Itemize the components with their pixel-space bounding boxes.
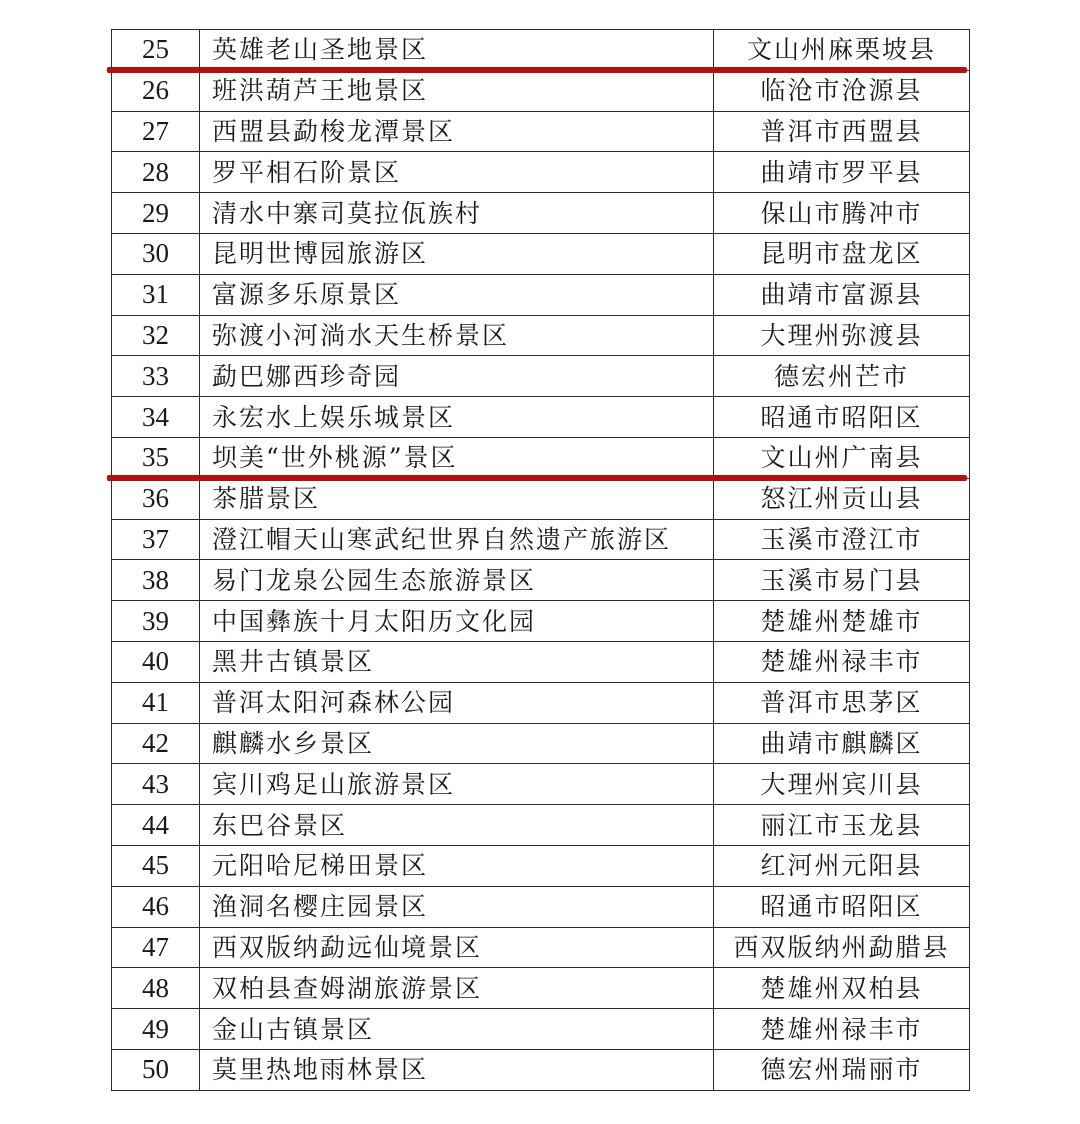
scenic-area-name: 易门龙泉公园生态旅游景区: [200, 560, 714, 601]
scenic-area-location: 德宏州瑞丽市: [714, 1049, 970, 1090]
scenic-area-name: 宾川鸡足山旅游景区: [200, 764, 714, 805]
row-number: 33: [112, 356, 200, 397]
row-number: 47: [112, 927, 200, 968]
table-row: [112, 233, 970, 274]
scenic-area-name: 双柏县查姆湖旅游景区: [200, 968, 714, 1009]
scenic-area-location: 红河州元阳县: [714, 845, 970, 886]
row-number: 34: [112, 397, 200, 438]
table-row: [112, 641, 970, 682]
row-number: 27: [112, 111, 200, 152]
row-number: 41: [112, 682, 200, 723]
scenic-area-name: 坝美“世外桃源”景区: [200, 437, 714, 478]
table-row: [112, 560, 970, 601]
scenic-area-location: 楚雄州禄丰市: [714, 1009, 970, 1050]
scenic-area-name: 澄江帽天山寒武纪世界自然遗产旅游区: [200, 519, 714, 560]
scenic-area-name: 莫里热地雨林景区: [200, 1049, 714, 1090]
row-number: 35: [112, 437, 200, 478]
row-number: 44: [112, 805, 200, 846]
scenic-area-location: 保山市腾冲市: [714, 193, 970, 234]
row-number: 46: [112, 886, 200, 927]
scenic-area-name: 黑井古镇景区: [200, 641, 714, 682]
table-row: [112, 845, 970, 886]
scenic-area-location: 文山州麻栗坡县: [714, 30, 970, 71]
row-number: 38: [112, 560, 200, 601]
table-row: [112, 356, 970, 397]
table-row: [112, 111, 970, 152]
scenic-area-name: 英雄老山圣地景区: [200, 30, 714, 71]
scenic-area-name: 西双版纳勐远仙境景区: [200, 927, 714, 968]
scenic-area-location: 楚雄州楚雄市: [714, 601, 970, 642]
scenic-area-name: 永宏水上娱乐城景区: [200, 397, 714, 438]
table-row: [112, 193, 970, 234]
row-number: 49: [112, 1009, 200, 1050]
row-number: 48: [112, 968, 200, 1009]
row-number: 36: [112, 478, 200, 519]
scenic-area-name: 弥渡小河淌水天生桥景区: [200, 315, 714, 356]
red-underline-row-35: [107, 475, 967, 481]
table-row: [112, 927, 970, 968]
scenic-area-name: 麒麟水乡景区: [200, 723, 714, 764]
scenic-area-name: 中国彝族十月太阳历文化园: [200, 601, 714, 642]
table-row: [112, 30, 970, 71]
table-row: [112, 805, 970, 846]
row-number: 31: [112, 274, 200, 315]
table-row: [112, 274, 970, 315]
row-number: 50: [112, 1049, 200, 1090]
scenic-area-location: 楚雄州双柏县: [714, 968, 970, 1009]
row-number: 37: [112, 519, 200, 560]
scenic-area-location: 普洱市西盟县: [714, 111, 970, 152]
table-row: [112, 519, 970, 560]
scenic-area-name: 班洪葫芦王地景区: [200, 70, 714, 111]
scenic-area-location: 大理州弥渡县: [714, 315, 970, 356]
scenic-area-location: 曲靖市麒麟区: [714, 723, 970, 764]
red-underline-row-25: [107, 67, 967, 73]
scenic-area-name: 茶腊景区: [200, 478, 714, 519]
table-row: [112, 437, 970, 478]
scenic-area-name: 元阳哈尼梯田景区: [200, 845, 714, 886]
scenic-area-location: 曲靖市富源县: [714, 274, 970, 315]
table-row: [112, 1009, 970, 1050]
scenic-area-location: 文山州广南县: [714, 437, 970, 478]
scenic-area-location: 玉溪市澄江市: [714, 519, 970, 560]
scenic-area-location: 玉溪市易门县: [714, 560, 970, 601]
table-row: [112, 152, 970, 193]
row-number: 40: [112, 641, 200, 682]
scenic-area-location: 曲靖市罗平县: [714, 152, 970, 193]
row-number: 45: [112, 845, 200, 886]
table-row: [112, 70, 970, 111]
scenic-area-location: 大理州宾川县: [714, 764, 970, 805]
scenic-area-location: 丽江市玉龙县: [714, 805, 970, 846]
table-row: [112, 968, 970, 1009]
scenic-area-name: 西盟县勐梭龙潭景区: [200, 111, 714, 152]
scenic-area-location: 昆明市盘龙区: [714, 233, 970, 274]
row-number: 43: [112, 764, 200, 805]
table-row: [112, 764, 970, 805]
row-number: 42: [112, 723, 200, 764]
scenic-area-name: 清水中寨司莫拉佤族村: [200, 193, 714, 234]
scenic-area-location: 普洱市思茅区: [714, 682, 970, 723]
table-row: [112, 478, 970, 519]
scenic-area-name: 勐巴娜西珍奇园: [200, 356, 714, 397]
row-number: 25: [112, 30, 200, 71]
scenic-area-name: 昆明世博园旅游区: [200, 233, 714, 274]
scenic-area-table: [111, 29, 970, 1091]
table-row: [112, 397, 970, 438]
table-row: [112, 682, 970, 723]
scenic-area-name: 富源多乐原景区: [200, 274, 714, 315]
table-row: [112, 1049, 970, 1090]
scenic-area-location: 昭通市昭阳区: [714, 397, 970, 438]
scenic-area-location: 临沧市沧源县: [714, 70, 970, 111]
scenic-area-name: 普洱太阳河森林公园: [200, 682, 714, 723]
scenic-area-name: 金山古镇景区: [200, 1009, 714, 1050]
table-row: [112, 723, 970, 764]
table-row: [112, 315, 970, 356]
row-number: 39: [112, 601, 200, 642]
table-row: [112, 886, 970, 927]
row-number: 26: [112, 70, 200, 111]
table-body: [112, 30, 970, 1091]
scenic-area-location: 西双版纳州勐腊县: [714, 927, 970, 968]
scenic-area-name: 渔洞名樱庄园景区: [200, 886, 714, 927]
scenic-area-name: 罗平相石阶景区: [200, 152, 714, 193]
row-number: 29: [112, 193, 200, 234]
table-row: [112, 601, 970, 642]
scenic-area-location: 怒江州贡山县: [714, 478, 970, 519]
scenic-area-name: 东巴谷景区: [200, 805, 714, 846]
scenic-area-location: 德宏州芒市: [714, 356, 970, 397]
row-number: 30: [112, 233, 200, 274]
scenic-area-location: 楚雄州禄丰市: [714, 641, 970, 682]
scenic-area-location: 昭通市昭阳区: [714, 886, 970, 927]
row-number: 32: [112, 315, 200, 356]
row-number: 28: [112, 152, 200, 193]
